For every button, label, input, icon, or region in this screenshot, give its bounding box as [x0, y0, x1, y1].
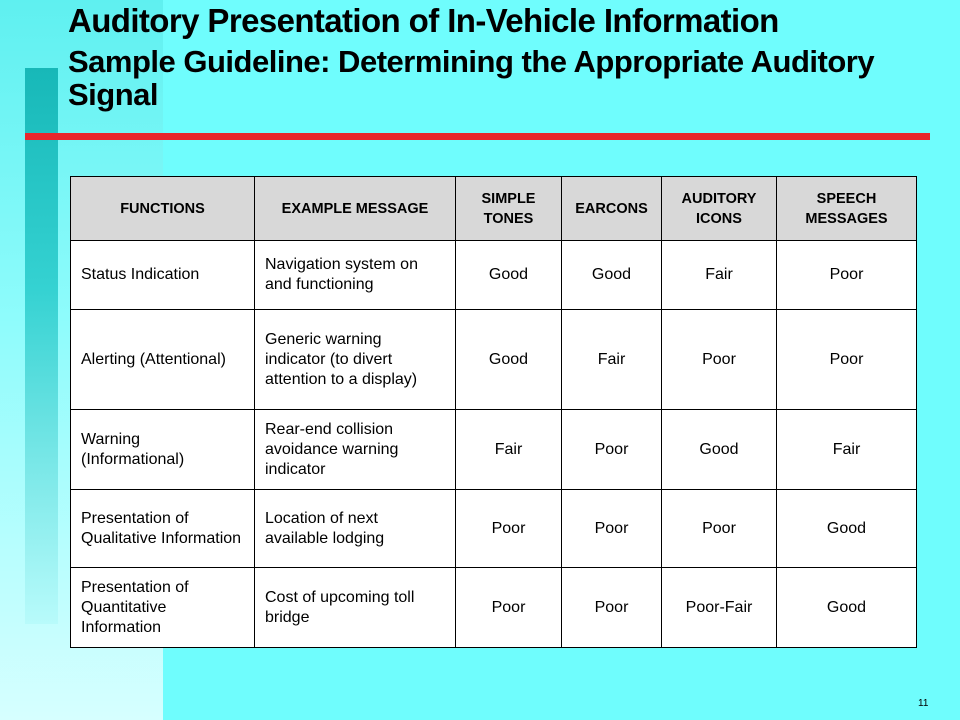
title-main: Auditory Presentation of In-Vehicle Information [68, 2, 779, 39]
example-message-cell: Location of next available lodging [255, 490, 456, 568]
earcons-rating: Fair [562, 310, 662, 410]
table-row [71, 490, 917, 568]
example-message-cell: Navigation system on and functioning [255, 241, 456, 310]
simple-tones-rating: Poor [456, 490, 562, 568]
auditory-icons-rating: Poor-Fair [662, 568, 777, 648]
simple-tones-rating: Poor [456, 568, 562, 648]
column-header-simple-tones: SIMPLE TONES [456, 177, 562, 241]
column-header-functions: FUNCTIONS [71, 177, 255, 241]
auditory-icons-rating: Good [662, 410, 777, 490]
auditory-icons-rating: Poor [662, 310, 777, 410]
table-row [71, 310, 917, 410]
speech-messages-rating: Good [777, 490, 917, 568]
function-cell: Presentation of Quantitative Information [71, 568, 255, 648]
column-header-speech-messages: SPEECH MESSAGES [777, 177, 917, 241]
title-subtitle: Sample Guideline: Determining the Appropriate Auditory Signal [68, 44, 875, 112]
example-message-cell: Generic warning indicator (to divert attention to a display) [255, 310, 456, 410]
guideline-table [70, 176, 917, 648]
speech-messages-rating: Poor [777, 310, 917, 410]
simple-tones-rating: Fair [456, 410, 562, 490]
table-row [71, 568, 917, 648]
column-header-auditory-icons: AUDITORY ICONS [662, 177, 777, 241]
column-header-example-message: EXAMPLE MESSAGE [255, 177, 456, 241]
earcons-rating: Poor [562, 410, 662, 490]
table-row [71, 410, 917, 490]
function-cell: Status Indication [71, 241, 255, 310]
decorative-side-bar [25, 68, 58, 624]
function-cell: Presentation of Qualitative Information [71, 490, 255, 568]
simple-tones-rating: Good [456, 310, 562, 410]
title-divider [25, 133, 930, 140]
auditory-icons-rating: Fair [662, 241, 777, 310]
simple-tones-rating: Good [456, 241, 562, 310]
column-header-earcons: EARCONS [562, 177, 662, 241]
table-header-row [71, 177, 917, 241]
earcons-rating: Good [562, 241, 662, 310]
auditory-icons-rating: Poor [662, 490, 777, 568]
earcons-rating: Poor [562, 568, 662, 648]
page-number: 11 [918, 698, 929, 709]
speech-messages-rating: Fair [777, 410, 917, 490]
table-row [71, 241, 917, 310]
function-cell: Alerting (Attentional) [71, 310, 255, 410]
speech-messages-rating: Good [777, 568, 917, 648]
function-cell: Warning (Informational) [71, 410, 255, 490]
speech-messages-rating: Poor [777, 241, 917, 310]
example-message-cell: Rear-end collision avoidance warning indicator [255, 410, 456, 490]
earcons-rating: Poor [562, 490, 662, 568]
example-message-cell: Cost of upcoming toll bridge [255, 568, 456, 648]
slide-title [68, 2, 948, 111]
